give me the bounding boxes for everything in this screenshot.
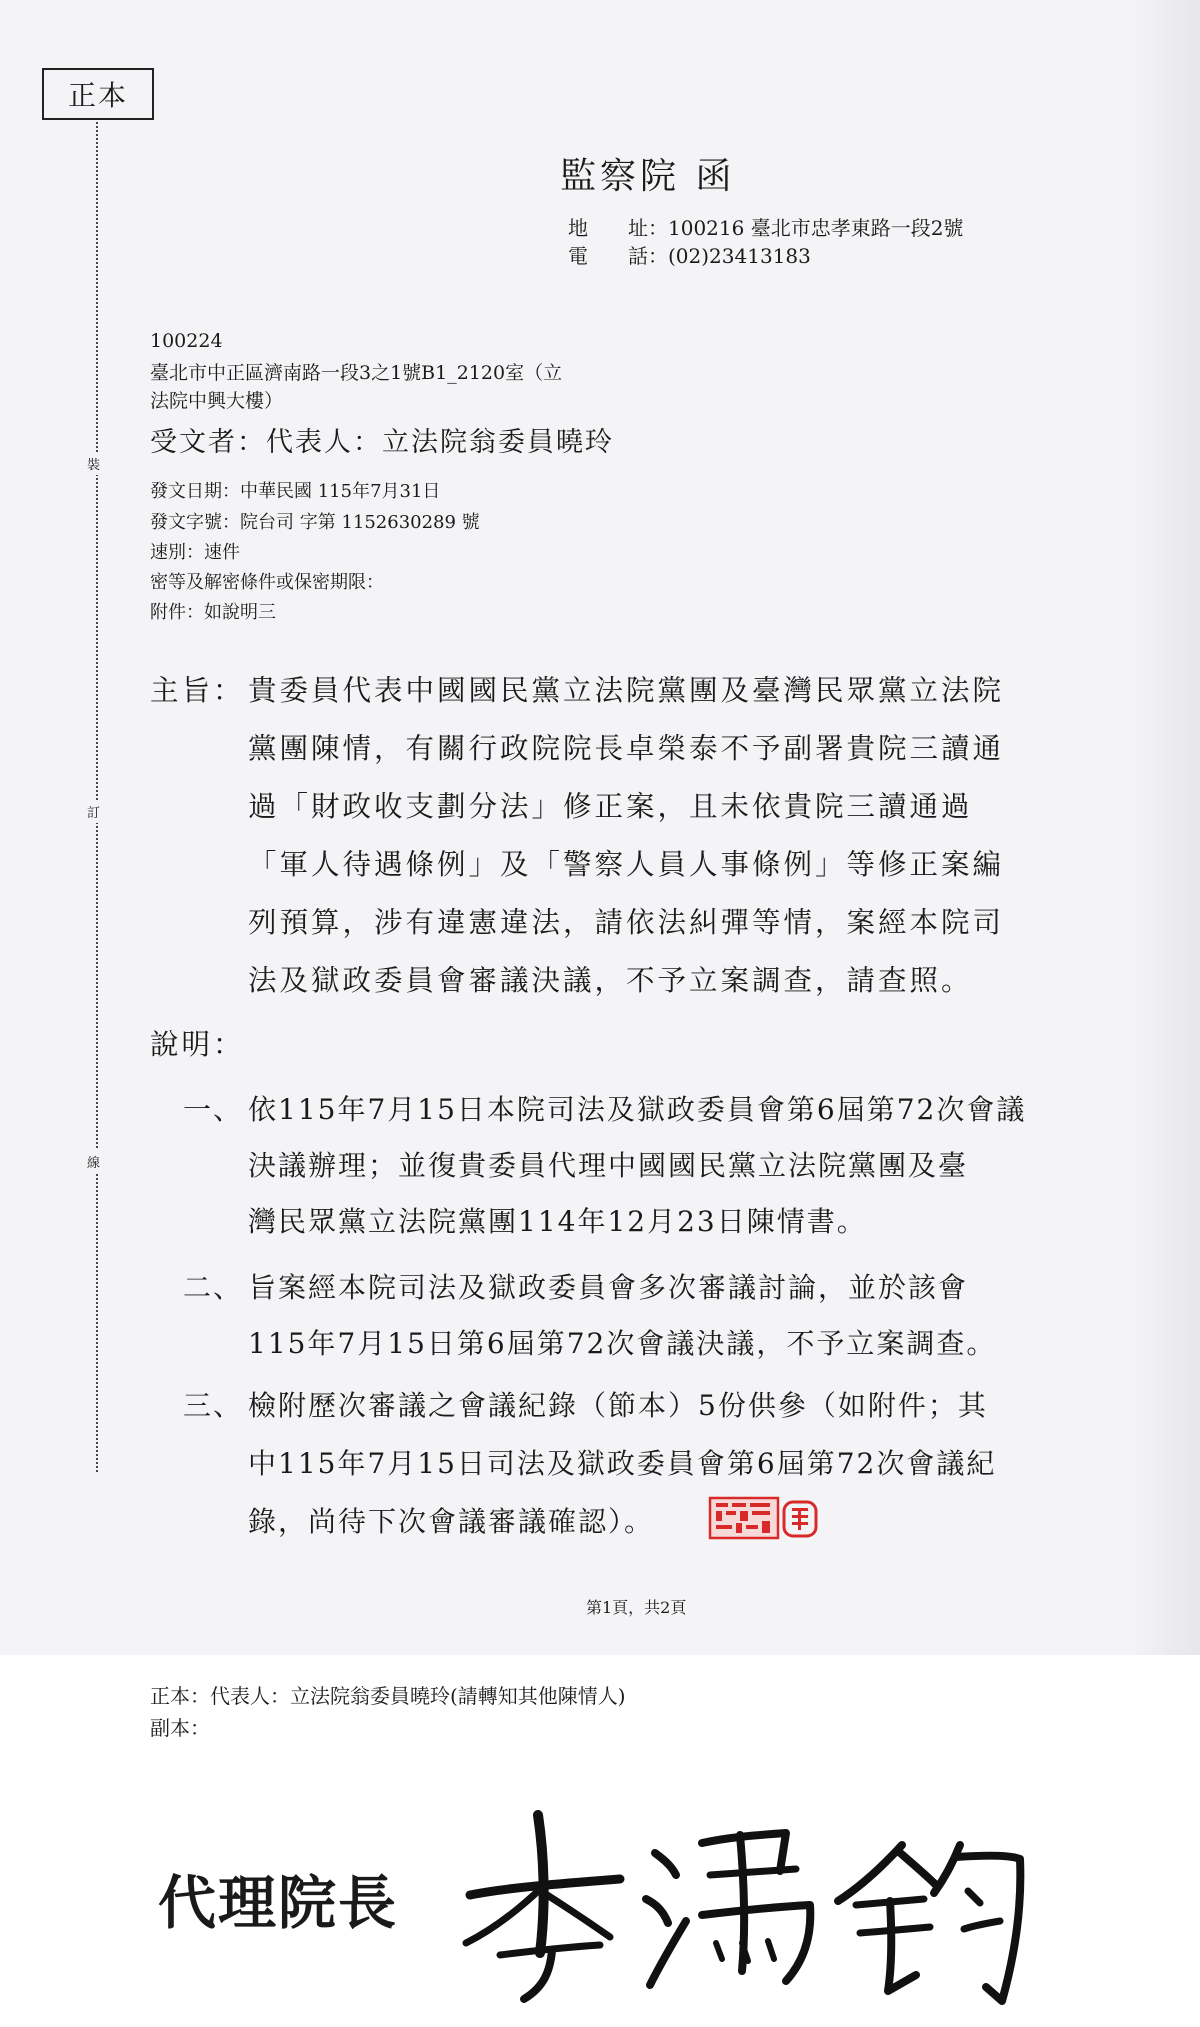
delivery-speed: 速別：速件	[150, 542, 240, 563]
recipient-address-line-1: 臺北市中正區濟南路一段3之1號B1_2120室（立	[150, 362, 563, 384]
original-copy-text: 正本	[67, 79, 128, 112]
address-key-2: 址：	[628, 216, 668, 240]
explanation-item-line: 錄，尚待下次會議審議確認）。	[248, 1505, 655, 1538]
sender-phone	[568, 240, 811, 269]
secrecy-level: 密等及解密條件或保密期限：	[150, 572, 384, 593]
explanation-item-line: 灣民眾黨立法院黨團114年12月23日陳情書。	[248, 1205, 867, 1238]
explanation-item-line: 115年7月15日第6屆第72次會議決議，不予立案調查。	[248, 1327, 997, 1360]
subject-line: 法及獄政委員會審議決議，不予立案調查，請查照。	[248, 964, 973, 997]
explanation-item-line: 依115年7月15日本院司法及獄政委員會第6屆第72次會議	[248, 1093, 1027, 1126]
explanation-label: 說明：	[150, 1028, 245, 1061]
binding-mark-line: 線	[87, 1150, 100, 1173]
binding-line	[96, 122, 98, 1472]
issue-date: 發文日期：中華民國 115年7月31日	[150, 481, 441, 502]
explanation-item-line: 檢附歷次審議之會議紀錄（節本）5份供參（如附件；其	[248, 1389, 988, 1422]
postal-code: 100224	[150, 330, 223, 352]
phone-value: (02)23413183	[668, 244, 811, 268]
page-edge-shadow	[1130, 0, 1200, 1655]
recipient-address-line-2: 法院中興大樓）	[150, 390, 284, 412]
explanation-item-line: 決議辦理；並復貴委員代理中國國民黨立法院黨團及臺	[248, 1149, 969, 1182]
address-key-1: 地	[568, 216, 588, 240]
subject-line: 過「財政收支劃分法」修正案，且未依貴院三讀通過	[248, 790, 973, 823]
document-title: 監察院 函	[560, 156, 736, 197]
distribution-copy: 副本：	[150, 1716, 210, 1740]
subject-line: 「軍人待遇條例」及「警察人員人事條例」等修正案編	[248, 848, 1005, 881]
signatory-title: 代理院長	[158, 1869, 399, 1937]
attachment: 附件：如說明三	[150, 602, 276, 623]
explanation-item-line: 中115年7月15日司法及獄政委員會第6屆第72次會議紀	[248, 1447, 997, 1480]
binding-mark-staple: 訂	[87, 800, 100, 823]
page-indicator: 第1頁，共2頁	[586, 1598, 687, 1617]
distribution-original: 正本：代表人：立法院翁委員曉玲(請轉知其他陳情人)	[150, 1684, 626, 1708]
explanation-item-marker: 一、	[183, 1093, 244, 1126]
original-copy-label	[42, 68, 154, 120]
address-value: 100216 臺北市忠孝東路一段2號	[668, 216, 964, 240]
official-seal-icon	[708, 1494, 820, 1542]
receiver: 受文者：代表人：立法院翁委員曉玲	[150, 427, 614, 458]
explanation-item-marker: 二、	[183, 1271, 244, 1304]
document-number: 發文字號：院台司 字第 1152630289 號	[150, 512, 480, 533]
explanation-item-marker: 三、	[183, 1389, 244, 1422]
subject-label: 主旨：	[150, 674, 245, 707]
sender-address	[568, 212, 963, 241]
subject-line: 黨團陳情，有關行政院院長卓榮泰不予副署貴院三讀通	[248, 732, 1005, 765]
subject-line: 貴委員代表中國國民黨立法院黨團及臺灣民眾黨立法院	[248, 674, 1005, 707]
explanation-item-line: 旨案經本院司法及獄政委員會多次審議討論，並於該會	[248, 1271, 969, 1304]
phone-key-2: 話：	[628, 244, 668, 268]
subject-line: 列預算，涉有違憲違法，請依法糾彈等情，案經本院司	[248, 906, 1005, 939]
phone-key-1: 電	[568, 244, 588, 268]
binding-mark-bind: 裝	[87, 452, 100, 475]
handwritten-signature-icon	[440, 1775, 1030, 2015]
